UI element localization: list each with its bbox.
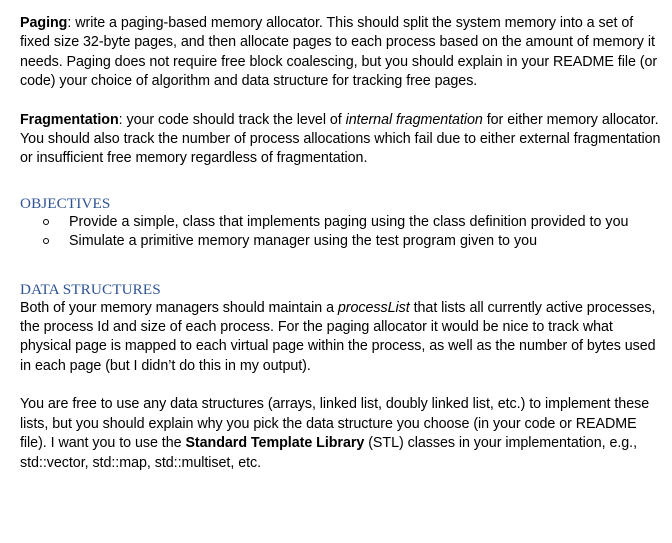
data-structures-heading: DATA STRUCTURES bbox=[20, 280, 161, 298]
data-structures-paragraph-1 bbox=[20, 299, 665, 377]
fragmentation-text-after: for either memory allocator. You should also track the number of process allocations which fail due to either external fragmentation or insufficient free memory regardless of fragmentation. bbox=[20, 111, 661, 167]
fragmentation-text-before: : your code should track the level of bbox=[118, 111, 346, 128]
ds-para2-before: You are free to use any data structures (arrays, linked list, doubly linked list, etc.) to implement these lists, but you should explain why you pick the data structure you choose (in your code or README file). I want you to use the bbox=[20, 396, 650, 452]
objectives-list bbox=[20, 213, 665, 252]
ds-para1-before: Both of your memory managers should maintain a bbox=[20, 299, 338, 316]
paging-text: : write a paging-based memory allocator. This should split the system memory into a set of fixed size 32-byte pages, and then allocate pages to each process based on the amount of memory it needs. Paging does not require free block coalescing, but you should explain in your README file (or code) your choice of algorithm and data structure for tracking free pages. bbox=[20, 15, 658, 90]
process-list-emphasis: processList bbox=[337, 299, 410, 316]
fragmentation-term: Fragmentation bbox=[20, 111, 119, 128]
hollow-circle-bullet-icon bbox=[43, 238, 49, 244]
ds-para2-after: (STL) classes in your implementation, e.g., std::vector, std::map, std::multiset, etc. bbox=[20, 435, 638, 471]
objective-item-text: Provide a simple, class that implements paging using the class definition provided to you bbox=[69, 213, 629, 230]
fragmentation-emphasis: internal fragmentation bbox=[345, 111, 483, 128]
fragmentation-paragraph bbox=[20, 111, 665, 169]
objective-item bbox=[20, 232, 665, 251]
objectives-heading: OBJECTIVES bbox=[20, 194, 111, 212]
stl-bold: Standard Template Library bbox=[185, 435, 365, 452]
ds-para1-after: that lists all currently active processes, the process Id and size of each process. For the paging allocator it would be nice to track what physical page is mapped to each virtual page within the process, as well as the number of bytes used in each page (but I didn’t do this in my output). bbox=[20, 299, 656, 374]
objective-item-text: Simulate a primitive memory manager using the test program given to you bbox=[69, 233, 538, 250]
paging-paragraph bbox=[20, 14, 665, 92]
data-structures-paragraph-2 bbox=[20, 395, 665, 473]
paging-term: Paging bbox=[20, 15, 68, 31]
document-page bbox=[20, 14, 665, 473]
objective-item bbox=[20, 213, 665, 232]
hollow-circle-bullet-icon bbox=[43, 219, 49, 225]
